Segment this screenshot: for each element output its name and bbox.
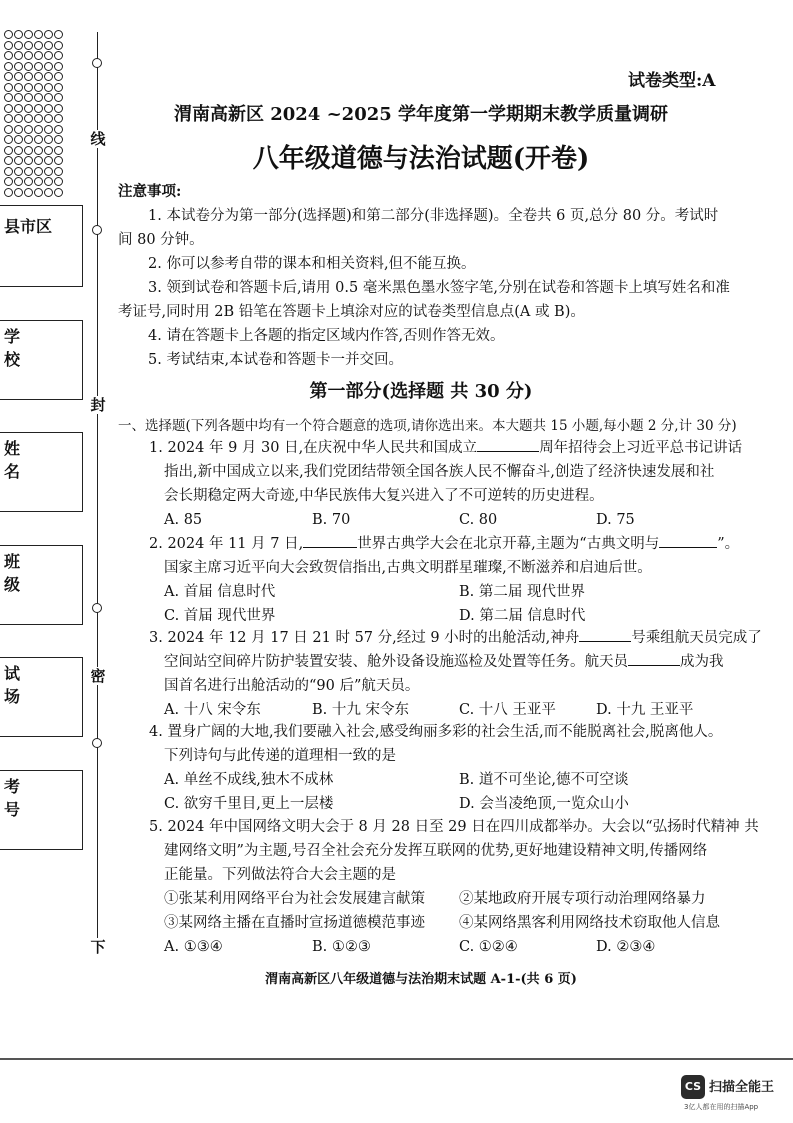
binding-hole [14,104,23,113]
binding-hole [4,146,13,155]
exam-subtitle: 八年级道德与法治试题(开卷) [252,144,590,174]
option-c: C. 十八 王亚平 [459,702,556,718]
binding-hole [44,177,53,186]
binding-hole [34,41,43,50]
note-item: 1. 本试卷分为第一部分(选择题)和第二部分(非选择题)。全卷共 6 页,总分 80 分。考试时 [148,208,719,224]
statement-2: ②某地政府开展专项行动治理网络暴力 [459,891,706,907]
binding-dot [92,58,102,68]
binding-hole [24,93,33,102]
binding-hole [4,30,13,39]
binding-hole [44,114,53,123]
binding-mark-mi: 密 [90,667,106,685]
answer-blank [579,627,631,642]
binding-hole [34,51,43,60]
option-b: B. 十九 宋令东 [312,702,409,718]
binding-hole [44,188,53,197]
option-a: A. 85 [164,512,203,528]
option-c: C. ①②④ [459,939,518,955]
binding-hole [54,188,63,197]
binding-hole [54,125,63,134]
note-item: 5. 考试结束,本试卷和答题卡一并交回。 [148,352,404,368]
binding-hole [34,146,43,155]
binding-hole [24,62,33,71]
binding-hole [24,72,33,81]
binding-hole [44,167,53,176]
binding-hole [24,125,33,134]
binding-hole [24,167,33,176]
option-a: A. 单丝不成线,独木不成林 [164,772,334,788]
binding-hole [14,177,23,186]
binding-hole [14,156,23,165]
binding-hole [44,51,53,60]
binding-hole [34,93,43,102]
binding-hole [24,177,33,186]
binding-hole [34,114,43,123]
binding-hole [24,104,33,113]
binding-hole [4,62,13,71]
binding-hole [44,135,53,144]
binding-hole [44,125,53,134]
binding-hole [44,72,53,81]
option-d: D. 第二届 信息时代 [459,608,586,624]
binding-hole [54,135,63,144]
answer-blank [659,533,717,548]
scan-edge [0,1058,793,1060]
binding-hole [14,114,23,123]
binding-mark-feng: 封 [90,396,106,414]
binding-hole [54,104,63,113]
statement-3: ③某网络主播在直播时宣扬道德模范事迹 [164,915,425,931]
options [149,935,749,959]
binding-hole [4,41,13,50]
binding-hole [14,135,23,144]
binding-hole [54,62,63,71]
statements [149,911,749,935]
binding-hole [4,177,13,186]
note-item-cont: 考证号,同时用 2B 铅笔在答题卡上填涂对应的试卷类型信息点(A 或 B)。 [118,304,585,320]
page-footer: 渭南高新区八年级道德与法治期末试题 A-1-(共 6 页) [265,972,577,987]
binding-hole [54,51,63,60]
notes-heading: 注意事项: [118,183,182,200]
binding-hole [14,41,23,50]
option-a: A. 首届 信息时代 [164,584,276,600]
binding-hole [4,135,13,144]
answer-blank [303,533,357,548]
binding-hole [34,135,43,144]
binding-mark-xia: 下 [90,938,106,956]
binding-hole [34,83,43,92]
binding-hole [24,188,33,197]
binding-dot [92,738,102,748]
binding-dot [92,603,102,613]
question-2: 2. 2024 年 11 月 7 日, 世界古典学大会在北京开幕,主题为“古典文明与 ”。 国家主席习近平向大会致贺信指出,古典文明群星璀璨,不断滋养和启迪后世。 A. 首届 信息时代 B. 第二届 现代世界 C. 首届 现代世界 D. 第二届 信息时代 [149,532,749,628]
binding-hole [4,167,13,176]
binding-hole [24,156,33,165]
option-b: B. 70 [312,512,351,528]
binding-hole [34,125,43,134]
part1-heading: 第一部分(选择题 共 30 分) [309,381,533,402]
option-c: C. 欲穷千里目,更上一层楼 [164,796,334,812]
option-c: C. 80 [459,512,498,528]
binding-hole [14,51,23,60]
binding-hole [54,146,63,155]
binding-hole [24,30,33,39]
binding-hole [14,146,23,155]
option-b: B. ①②③ [312,939,371,955]
note-item: 4. 请在答题卡上各题的指定区域内作答,否则作答无效。 [148,328,505,344]
binding-hole [44,104,53,113]
binding-hole [24,83,33,92]
binding-hole [24,41,33,50]
binding-hole [14,72,23,81]
statement-1: ①张某利用网络平台为社会发展建言献策 [164,891,425,907]
binding-dot [92,225,102,235]
options [149,508,749,534]
note-item: 2. 你可以参考自带的课本和相关资料,但不能互换。 [148,256,476,272]
binding-hole [14,30,23,39]
option-d: D. 75 [596,512,635,528]
section-instructions: 一、选择题(下列各题中均有一个符合题意的选项,请你选出来。本大题共 15 小题,每小题 2 分,计 30 分) [118,418,737,434]
exam-title: 渭南高新区 2024 ~2025 学年度第一学期期末教学质量调研 [173,104,669,125]
answer-blank [477,437,539,452]
question-4: 4. 置身广阔的大地,我们要融入社会,感受绚丽多彩的社会生活,而不能脱离社会,脱离他人。 下列诗句与此传递的道理相一致的是 A. 单丝不成线,独木不成林 B. 道不可坐论,德不可空谈 C. 欲穷千里目,更上一层楼 D. 会当凌绝顶,一览众山小 [149,720,749,816]
binding-hole [54,93,63,102]
options [149,768,749,792]
option-d: D. ②③④ [596,939,656,955]
binding-hole [44,30,53,39]
binding-hole [14,188,23,197]
binding-hole [4,72,13,81]
options [149,604,749,628]
watermark-name: 扫描全能王 [709,1080,775,1095]
binding-hole [14,167,23,176]
question-3: 3. 2024 年 12 月 17 日 21 时 57 分,经过 9 小时的出舱活动,神舟 号乘组航天员完成了 空间站空间碎片防护装置安装、舱外设备设施巡检及处置等任务。航天员 成为我 国首名进行出舱活动的“90 后”航天员。 A. 十八 宋令东 B. 十九 宋令东 C. 十八 王亚平 D. 十九 王亚平 [149,626,749,722]
question-1: 1. 2024 年 9 月 30 日,在庆祝中华人民共和国成立 周年招待会上习近平总书记讲话 指出,新中国成立以来,我们党团结带领全国各族人民不懈奋斗,创造了经济快速发展和社 会长期稳定两大奇迹,中华民族伟大复兴进入了不可逆转的历史进程。 A. 85 B. 70 C. 80 D. 75 [149,436,749,534]
binding-hole [54,177,63,186]
binding-hole [54,83,63,92]
binding-hole [4,83,13,92]
binding-hole [14,83,23,92]
binding-hole [4,104,13,113]
binding-hole [24,146,33,155]
binding-hole [34,72,43,81]
statement-4: ④某网络黑客利用网络技术窃取他人信息 [459,915,720,931]
binding-hole [34,167,43,176]
option-d: D. 会当凌绝顶,一览众山小 [459,796,629,812]
camscanner-logo-icon: CS [681,1075,705,1099]
binding-hole [54,30,63,39]
binding-holes [2,30,64,200]
binding-hole [14,93,23,102]
binding-hole [4,125,13,134]
notes-section [118,180,738,372]
binding-hole [44,62,53,71]
binding-hole [4,93,13,102]
option-b: B. 第二届 现代世界 [459,584,585,600]
binding-hole [24,114,33,123]
binding-hole [4,156,13,165]
statements [149,887,749,911]
option-a: A. 十八 宋令东 [164,702,261,718]
binding-hole [34,62,43,71]
options [149,792,749,816]
binding-hole [24,135,33,144]
binding-hole [44,146,53,155]
binding-hole [14,125,23,134]
binding-hole [44,93,53,102]
binding-hole [4,114,13,123]
binding-hole [34,188,43,197]
binding-hole [34,156,43,165]
binding-hole [34,177,43,186]
note-item: 3. 领到试卷和答题卡后,请用 0.5 毫米黑色墨水签字笔,分别在试卷和答题卡上填写姓名和准 [148,280,730,296]
option-c: C. 首届 现代世界 [164,608,276,624]
binding-hole [54,114,63,123]
binding-hole [34,30,43,39]
binding-hole [34,104,43,113]
binding-line [97,32,98,942]
option-b: B. 道不可坐论,德不可空谈 [459,772,629,788]
options [149,580,749,604]
options [149,698,749,722]
binding-mark-xian: 线 [90,130,106,148]
answer-blank [628,651,680,666]
option-a: A. ①③④ [164,939,223,955]
watermark-tagline: 3亿人都在用的扫描App [684,1103,759,1111]
binding-hole [44,83,53,92]
binding-hole [54,41,63,50]
binding-hole [54,156,63,165]
binding-hole [44,156,53,165]
question-5: 5. 2024 年中国网络文明大会于 8 月 28 日至 29 日在四川成都举办。大会以“弘扬时代精神 共 建网络文明”为主题,号召全社会充分发挥互联网的优势,更好地建设精神文明,传播网络 正能量。下列做法符合大会主题的是 ①张某利用网络平台为社会发展建言献策 ②某地政府开展专项行动治理网络暴力 ③某网络主播在直播时宣扬道德模范事迹 ④某网络黑客利用网络技术窃取他人信息 A. ①③④ B. ①②③ C. ①②④ D. ②③④ [149,815,749,959]
binding-hole [54,72,63,81]
binding-hole [44,41,53,50]
binding-hole [4,51,13,60]
binding-hole [4,188,13,197]
option-d: D. 十九 王亚平 [596,702,694,718]
binding-hole [24,51,33,60]
paper-type: 试卷类型:A [628,71,716,91]
note-item-cont: 间 80 分钟。 [118,232,204,248]
binding-hole [14,62,23,71]
binding-hole [54,167,63,176]
